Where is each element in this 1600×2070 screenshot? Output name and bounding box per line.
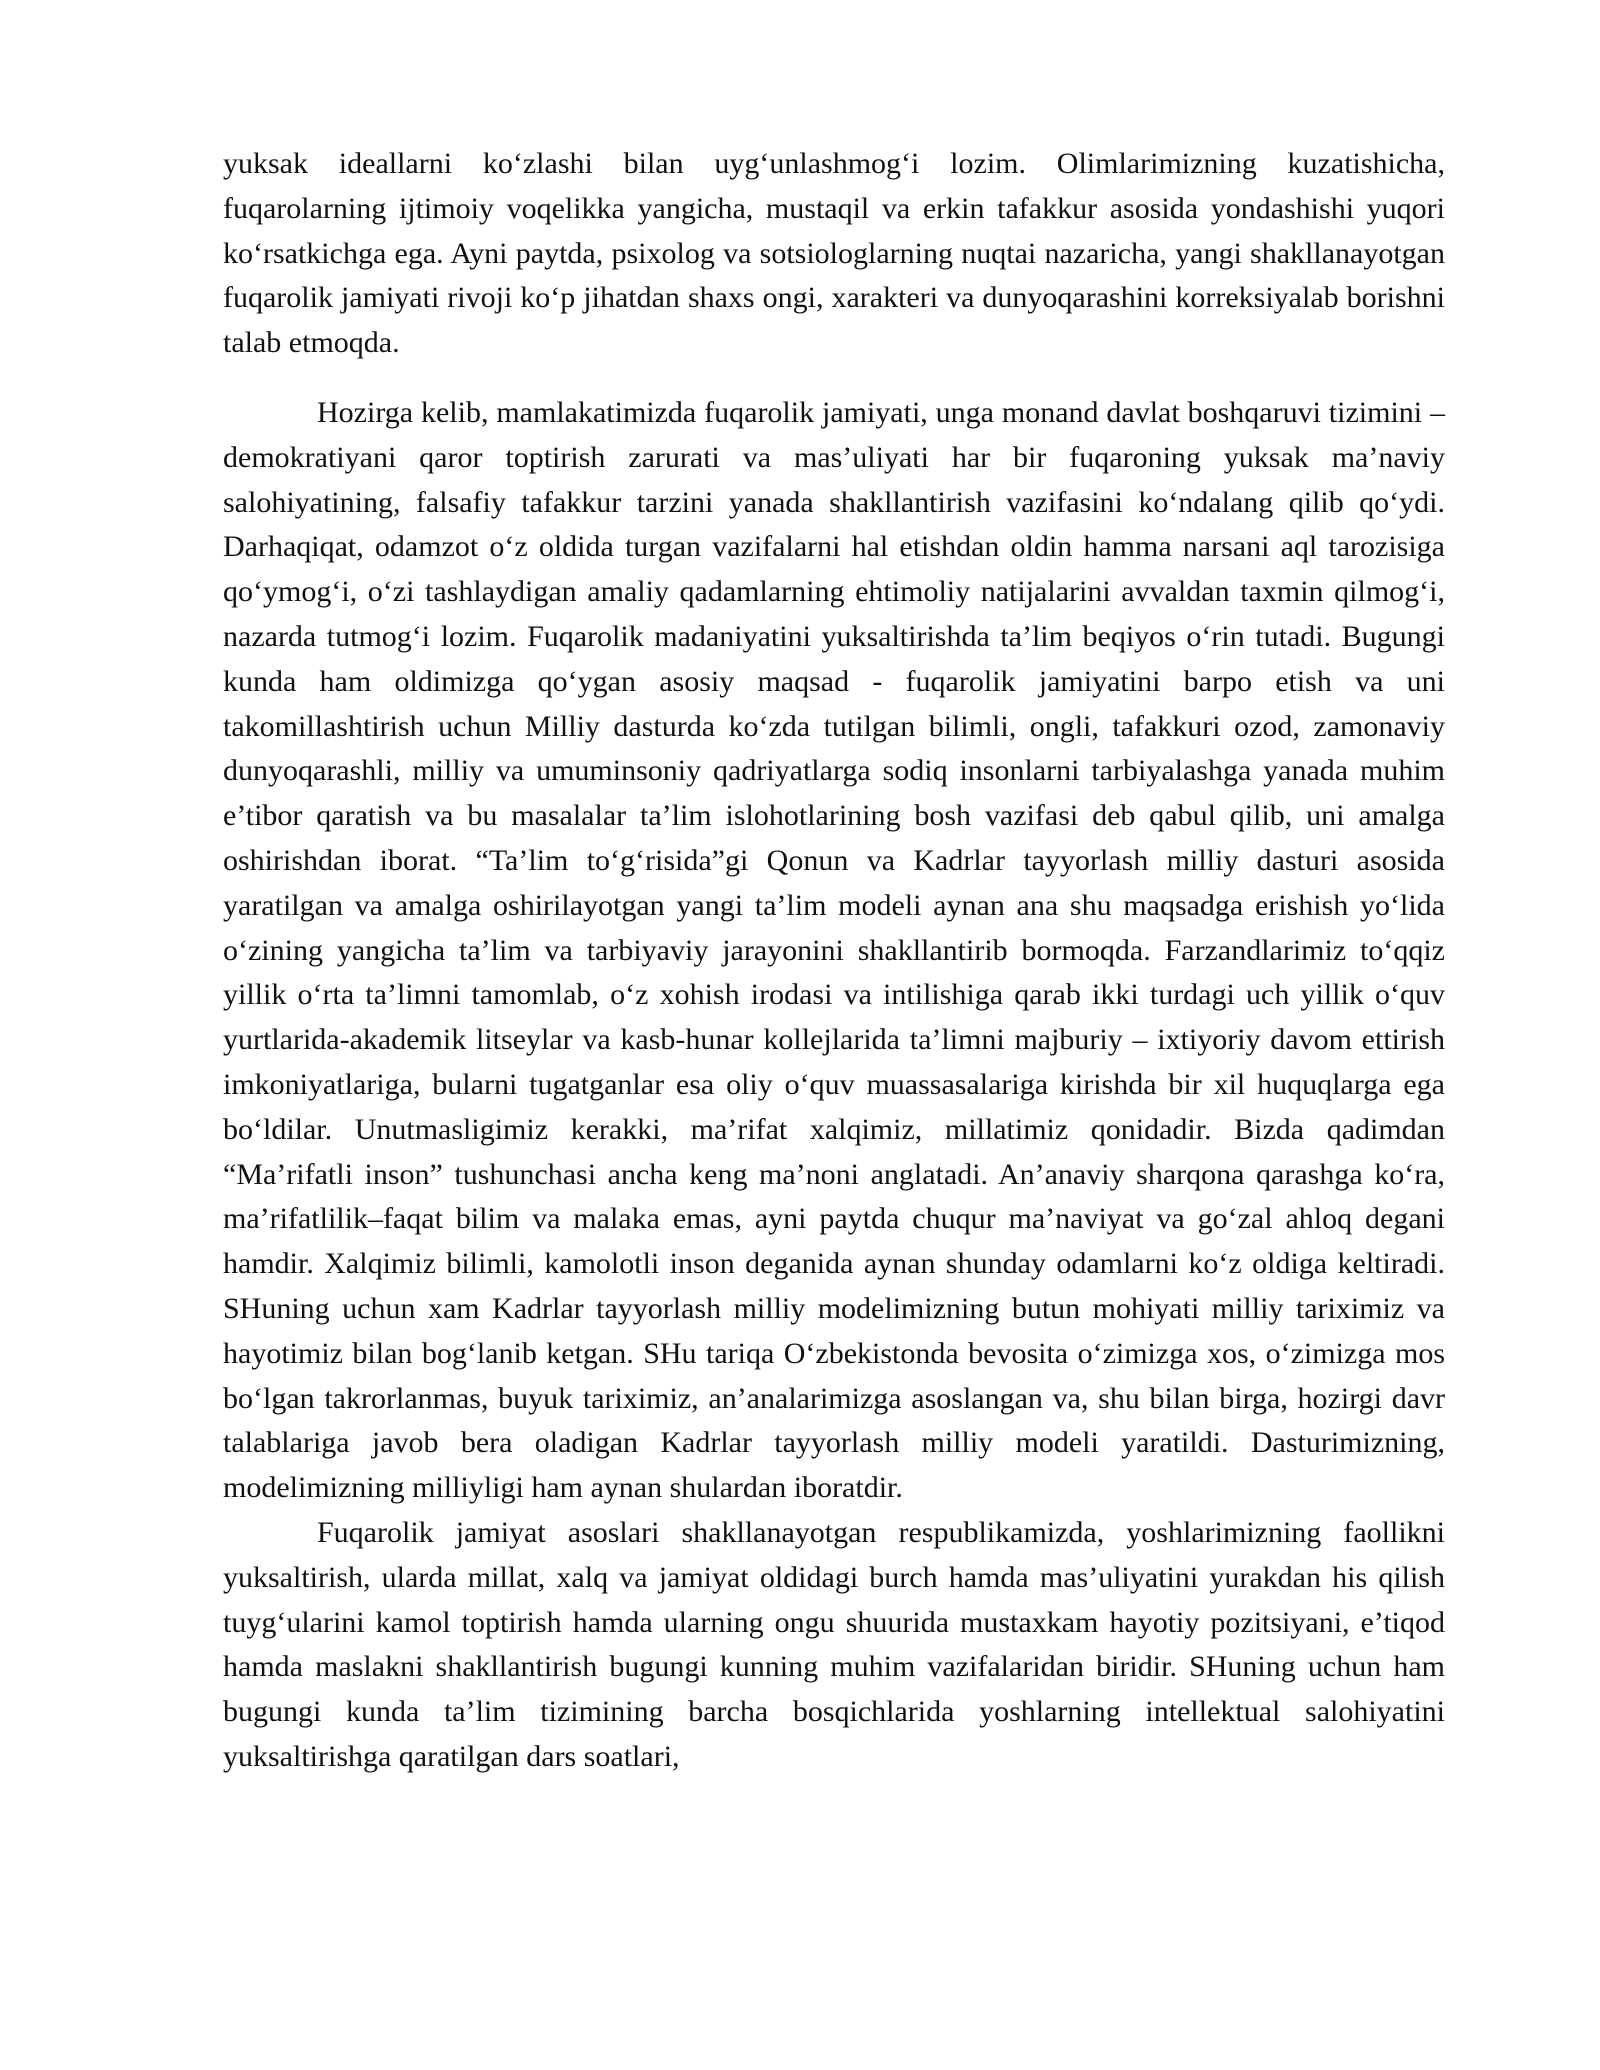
document-page bbox=[223, 142, 1445, 1780]
paragraph-civil-society-education: Hozirga kelib, mamlakatimizda fuqarolik jamiyati, unga monand davlat boshqaruvi tizimini – demokratiyani qaror toptirish zarurati va mas’uliyati har bir fuqaroning yuksak ma’naviy salohiyatining, falsafiy tafakkur tarzini yanada shakllantirish vazifasini koʻndalang qilib qoʻydi. Darhaqiqat, odamzot oʻz oldida turgan vazifalarni hal etishdan oldin hamma narsani aql tarozisiga qoʻymogʻi, oʻzi tashlaydigan amaliy qadamlarning ehtimoliy natijalarini avvaldan taxmin qilmogʻi, nazarda tutmogʻi lozim. Fuqarolik madaniyatini yuksaltirishda ta’lim beqiyos oʻrin tutadi. Bugungi kunda ham oldimizga qoʻygan asosiy maqsad - fuqarolik jamiyatini barpo etish va uni takomillashtirish uchun Milliy dasturda koʻzda tutilgan bilimli, ongli, tafakkuri ozod, zamonaviy dunyoqarashli, milliy va umuminsoniy qadriyatlarga sodiq insonlarni tarbiyalashga yanada muhim e’tibor qaratish va bu masalalar ta’lim islohotlarining bosh vazifasi deb qabul qilib, uni amalga oshirishdan iborat. “Ta’lim toʻgʻrisida”gi Qonun va Kadrlar tayyorlash milliy dasturi asosida yaratilgan va amalga oshirilayotgan yangi ta’lim modeli aynan ana shu maqsadga erishish yoʻlida oʻzining yangicha ta’lim va tarbiyaviy jarayonini shakllantirib bormoqda. Farzandlarimiz toʻqqiz yillik oʻrta ta’limni tamomlab, oʻz xohish irodasi va intilishiga qarab ikki turdagi uch yillik oʻquv yurtlarida-akademik litseylar va kasb-hunar kollejlarida ta’limni majburiy – ixtiyoriy davom ettirish imkoniyatlariga, bularni tugatganlar esa oliy oʻquv muassasalariga kirishda bir xil huquqlarga ega boʻldilar. Unutmasligimiz kerakki, ma’rifat xalqimiz, millatimiz qonidadir. Bizda qadimdan “Ma’rifatli inson” tushunchasi ancha keng ma’noni anglatadi. An’anaviy sharqona qarashga koʻra, ma’rifatlilik–faqat bilim va malaka emas, ayni paytda chuqur ma’naviyat va goʻzal ahloq degani hamdir. Xalqimiz bilimli, kamolotli inson deganida aynan shunday odamlarni koʻz oldiga keltiradi. SHuning uchun xam Kadrlar tayyorlash milliy modelimizning butun mohiyati milliy tariximiz va hayotimiz bilan bogʻlanib ketgan. SHu tariqa Oʻzbekistonda bevosita oʻzimizga xos, oʻzimizga mos boʻlgan takrorlanmas, buyuk tariximiz, an’analarimizga asoslangan va, shu bilan birga, hozirgi davr talablariga javob bera oladigan Kadrlar tayyorlash milliy modeli yaratildi. Dasturimizning, modelimizning milliyligi ham aynan shulardan iboratdir. bbox=[223, 395, 1445, 1505]
paragraph-youth-activity: Fuqarolik jamiyat asoslari shakllanayotgan respublikamizda, yoshlarimizning faollikni yuksaltirish, ularda millat, xalq va jamiyat oldidagi burch hamda mas’uliyatini yurakdan his qilish tuygʻularini kamol toptirish hamda ularning ongu shuurida mustaxkam hayotiy pozitsiyani, e’tiqod hamda maslakni shakllantirish bugungi kunning muhim vazifalaridan biridir. SHuning uchun ham bugungi kunda ta’lim tizimining barcha bosqichlarida yoshlarning intellektual salohiyatini yuksaltirishga qaratilgan dars soatlari, bbox=[223, 1515, 1445, 1773]
paragraph-continuation: yuksak ideallarni koʻzlashi bilan uygʻunlashmogʻi lozim. Olimlarimizning kuzatishicha, fuqarolarning ijtimoiy voqelikka yangicha, mustaqil va erkin tafakkur asosida yondashishi yuqori koʻrsatkichga ega. Ayni paytda, psixolog va sotsiologlarning nuqtai nazaricha, yangi shakllanayotgan fuqarolik jamiyati rivoji koʻp jihatdan shaxs ongi, xarakteri va dunyoqarashini korreksiyalab borishni talab etmoqda. bbox=[223, 147, 1445, 360]
